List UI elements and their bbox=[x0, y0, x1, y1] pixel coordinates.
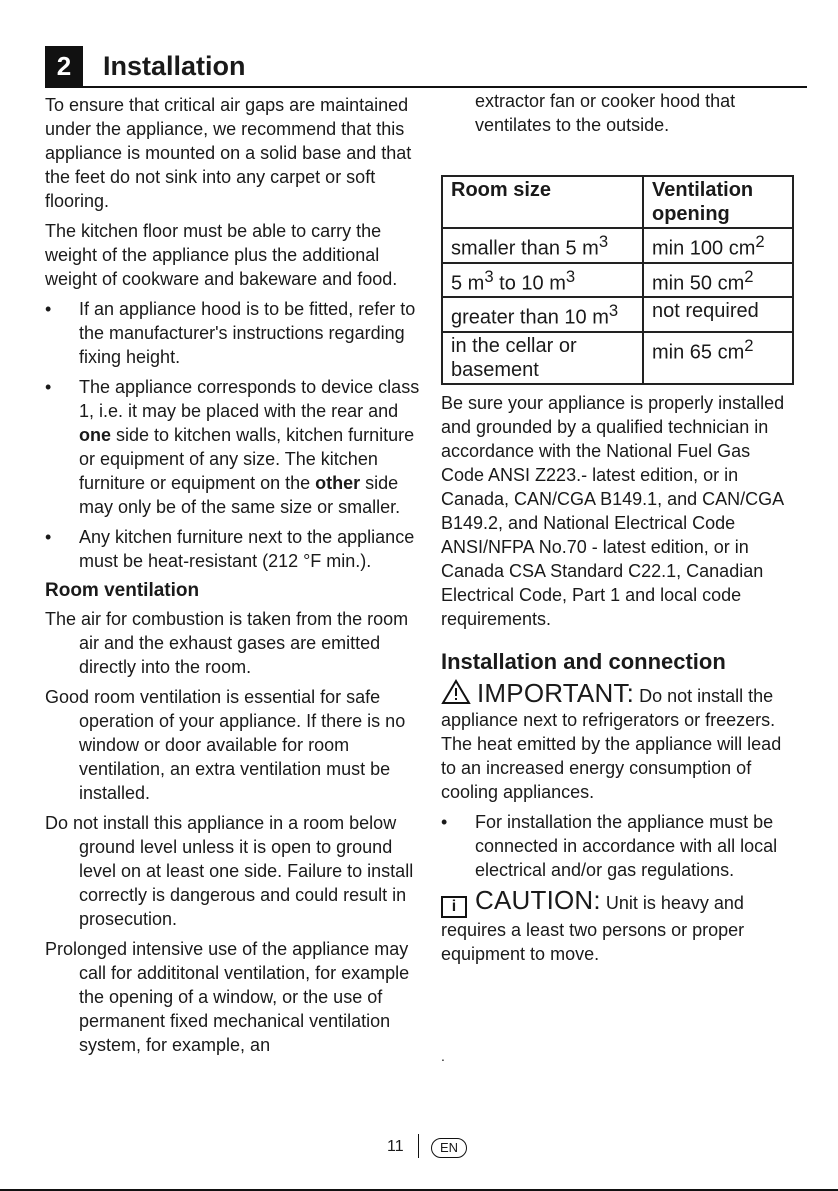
right-bullets bbox=[441, 810, 796, 882]
ventilation-paragraph: Prolonged intensive use of the appliance may call for addititonal ventilation, for example the opening of a window, or the use of permanent fixed mechanical ventilation system, for example, an bbox=[45, 939, 410, 1055]
table-cell: greater than 10 $m^3$ bbox=[442, 297, 643, 332]
table-cell: not required bbox=[643, 297, 793, 332]
left-column bbox=[45, 93, 420, 1063]
table-cell: min 65 $cm^2$ bbox=[643, 332, 793, 384]
important-notice bbox=[441, 679, 796, 804]
bullet-icon: • bbox=[45, 377, 52, 397]
table-header: Room size bbox=[442, 176, 643, 228]
important-text: Do not install the appliance next to refrigerators or freezers. The heat emitted by the appliance will lead to an increased energy consumption of cooling appliances. bbox=[441, 685, 782, 802]
installation-connection-heading: Installation and connection bbox=[441, 648, 726, 674]
ventilation-paragraph: Good room ventilation is essential for safe operation of your appliance. If there is no window or door available for room ventilation, an extra ventilation must be installed. bbox=[45, 687, 406, 803]
list-item: • If an appliance hood is to be fitted, refer to the manufacturer's instructions regarding fixing height. bbox=[45, 299, 416, 367]
info-icon: i bbox=[441, 896, 467, 918]
caution-label: CAUTION: bbox=[475, 884, 601, 915]
table-cell: 5 $m^3$ to 10 $m^3$ bbox=[442, 263, 643, 298]
room-ventilation-heading: Room ventilation bbox=[45, 580, 200, 601]
bullet-icon: • bbox=[45, 299, 52, 319]
table-row bbox=[442, 228, 793, 263]
list-item: • Any kitchen furniture next to the appliance must be heat-resistant (212 °F min.). bbox=[45, 527, 415, 571]
section-header bbox=[45, 46, 807, 88]
stray-mark: . bbox=[441, 1048, 445, 1064]
floor-paragraph: The kitchen floor must be able to carry the weight of the appliance plus the additional weight of cookware and bakeware and food. bbox=[45, 221, 398, 289]
table-cell: min 50 $cm^2$ bbox=[643, 263, 793, 298]
table-cell: min 100 $cm^2$ bbox=[643, 228, 793, 263]
section-number: 2 bbox=[45, 46, 83, 86]
grounding-paragraph: Be sure your appliance is properly installed and grounded by a qualified technician in accordance with the National Fuel Gas Code ANSI Z223.- latest edition, or in Canada, CAN/CGA B149.1, and CAN/CGA B149.2, and National Electrical Code ANSI/NFPA No.70 - latest edition, or in Canada CSA Standard C22.1, Canadian Electrical Code, Part 1 and local code requirements. bbox=[441, 392, 785, 629]
table-row bbox=[442, 332, 793, 384]
language-badge: EN bbox=[431, 1138, 467, 1158]
list-item: • For installation the appliance must be connected in accordance with all local electrical and/or gas regulations. bbox=[441, 811, 778, 880]
ventilation-paragraph: The air for combustion is taken from the room air and the exhaust gases are emitted directly into the room. bbox=[45, 609, 409, 677]
warning-triangle-icon bbox=[441, 679, 471, 705]
right-column bbox=[441, 89, 796, 972]
caution-notice bbox=[441, 884, 796, 966]
continued-text: extractor fan or cooker hood that ventilates to the outside. bbox=[475, 91, 736, 135]
ventilation-table bbox=[441, 175, 794, 385]
table-header: Ventilation opening bbox=[643, 176, 793, 228]
install-bullets bbox=[45, 297, 420, 573]
table-cell: in the cellar or basement bbox=[442, 332, 643, 384]
section-title: Installation bbox=[103, 51, 246, 81]
table-header-row bbox=[442, 176, 793, 228]
intro-paragraph: To ensure that critical air gaps are maintained under the appliance, we recommend that this appliance is mounted on a solid base and that the feet do not sink into any carpet or soft flooring. bbox=[45, 95, 412, 211]
ventilation-paragraph: Do not install this appliance in a room below ground level unless it is open to ground level on at least one side. Failure to install correctly is dangerous and could result in prosecution. bbox=[45, 813, 414, 929]
list-item: • The appliance corresponds to device class 1, i.e. it may be placed with the rear and one side to kitchen walls, kitchen furniture or equipment of any size. The kitchen furniture or equipment on the other side may only be of the same size or smaller. bbox=[45, 377, 420, 517]
footer-separator bbox=[418, 1134, 419, 1158]
caution-text: Unit is heavy and requires a least two persons or proper equipment to move. bbox=[441, 892, 745, 964]
page-number: 11 bbox=[387, 1138, 404, 1155]
table-row bbox=[442, 263, 793, 298]
page-footer bbox=[0, 1136, 838, 1158]
important-label: IMPORTANT: bbox=[477, 677, 635, 708]
table-row bbox=[442, 297, 793, 332]
bullet-icon: • bbox=[441, 811, 448, 832]
bullet-icon: • bbox=[45, 527, 52, 547]
table-cell: smaller than 5 $m^3$ bbox=[442, 228, 643, 263]
